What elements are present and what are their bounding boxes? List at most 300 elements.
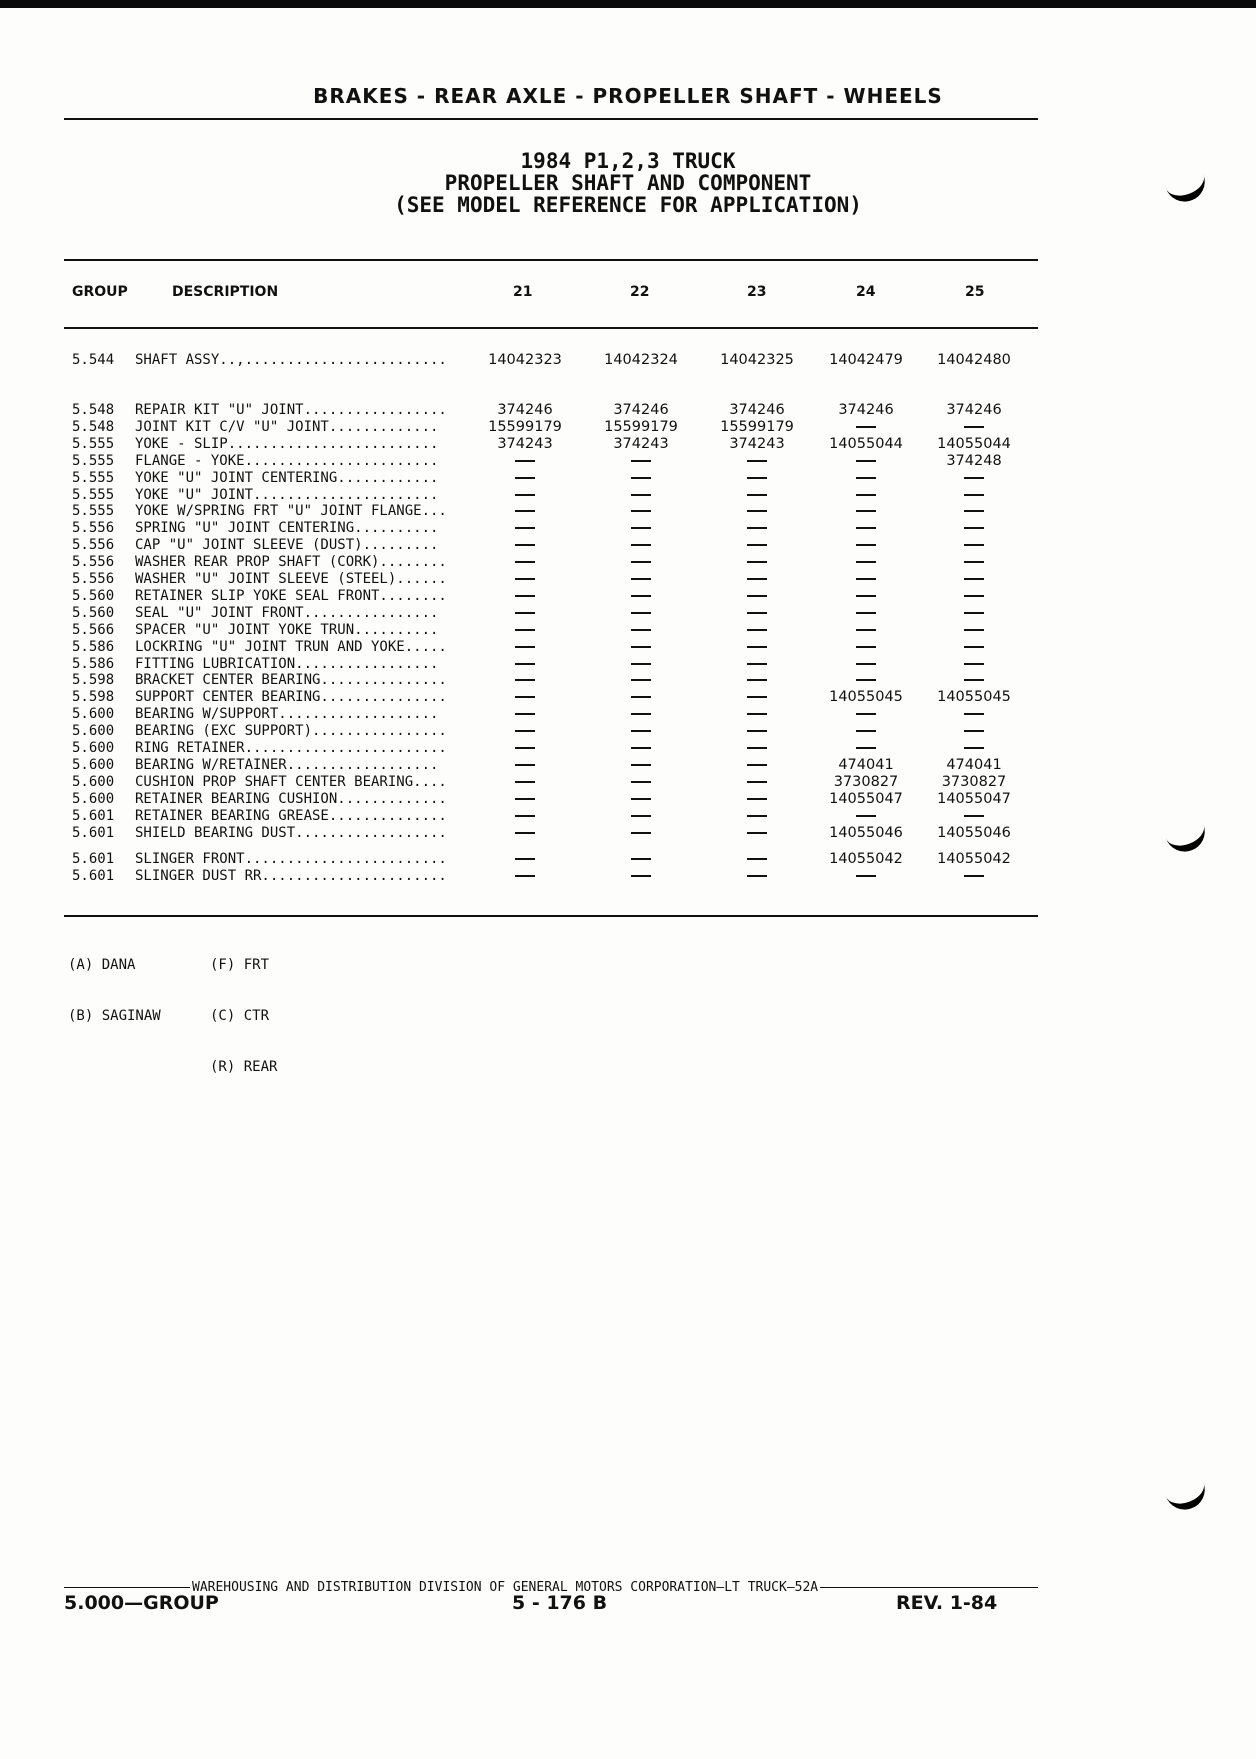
- part-number-cell: [470, 605, 580, 622]
- not-applicable-dash: [515, 527, 535, 529]
- row-group-code: 5.601: [72, 807, 115, 824]
- header-rule: [64, 118, 1038, 120]
- part-number-cell: [702, 453, 812, 470]
- part-number-cell: [919, 622, 1029, 639]
- not-applicable-dash: [747, 713, 767, 715]
- part-number-cell: 3730827: [833, 773, 899, 790]
- row-description: RETAINER BEARING GREASE..............: [135, 807, 447, 824]
- legend-item: (A) DANA: [68, 957, 136, 973]
- row-group-code: 5.598: [72, 672, 115, 689]
- not-applicable-dash: [515, 781, 535, 783]
- not-applicable-dash: [747, 527, 767, 529]
- not-applicable-dash: [631, 510, 651, 512]
- row-description: BEARING (EXC SUPPORT)................: [135, 723, 447, 740]
- part-number-cell: [702, 851, 812, 868]
- not-applicable-dash: [747, 730, 767, 732]
- part-number-cell: [811, 672, 921, 689]
- part-number-cell: [470, 622, 580, 639]
- not-applicable-dash: [631, 747, 651, 749]
- part-number-cell: [702, 487, 812, 504]
- part-number-cell: [919, 537, 1029, 554]
- not-applicable-dash: [631, 713, 651, 715]
- row-description: YOKE "U" JOINT CENTERING............: [135, 469, 439, 486]
- part-number-cell: [586, 656, 696, 673]
- not-applicable-dash: [964, 544, 984, 546]
- not-applicable-dash: [515, 544, 535, 546]
- not-applicable-dash: [964, 730, 984, 732]
- title-line-3: (SEE MODEL REFERENCE FOR APPLICATION): [394, 193, 862, 217]
- not-applicable-dash: [631, 460, 651, 462]
- not-applicable-dash: [515, 646, 535, 648]
- not-applicable-dash: [856, 477, 876, 479]
- not-applicable-dash: [515, 832, 535, 834]
- part-number-cell: 374243: [729, 435, 785, 452]
- part-number-cell: [919, 605, 1029, 622]
- part-number-cell: [811, 571, 921, 588]
- part-number-cell: [811, 868, 921, 885]
- row-description: YOKE "U" JOINT......................: [135, 486, 439, 503]
- row-description: CUSHION PROP SHAFT CENTER BEARING....: [135, 773, 447, 790]
- row-group-code: 5.601: [72, 824, 115, 841]
- not-applicable-dash: [631, 764, 651, 766]
- part-number-cell: [811, 503, 921, 520]
- part-number-cell: [811, 605, 921, 622]
- not-applicable-dash: [515, 713, 535, 715]
- not-applicable-dash: [856, 494, 876, 496]
- row-group-code: 5.555: [72, 503, 115, 520]
- part-number-cell: 374243: [497, 435, 553, 452]
- not-applicable-dash: [856, 875, 876, 877]
- row-description: SLINGER DUST RR......................: [135, 868, 447, 885]
- part-number-cell: [702, 868, 812, 885]
- not-applicable-dash: [515, 612, 535, 614]
- not-applicable-dash: [747, 561, 767, 563]
- not-applicable-dash: [631, 544, 651, 546]
- part-number-cell: [702, 808, 812, 825]
- part-number-cell: [919, 520, 1029, 537]
- not-applicable-dash: [856, 663, 876, 665]
- part-number-cell: [586, 554, 696, 571]
- row-description: FITTING LUBRICATION.................: [135, 655, 439, 672]
- part-number-cell: 15599179: [604, 418, 678, 435]
- part-number-cell: 374246: [838, 402, 894, 418]
- not-applicable-dash: [747, 764, 767, 766]
- not-applicable-dash: [631, 798, 651, 800]
- part-number-cell: [702, 706, 812, 723]
- row-group-code: 5.586: [72, 638, 115, 655]
- row-description: SEAL "U" JOINT FRONT................: [135, 604, 439, 621]
- not-applicable-dash: [747, 858, 767, 860]
- not-applicable-dash: [856, 612, 876, 614]
- not-applicable-dash: [856, 527, 876, 529]
- part-number-cell: 374246: [946, 402, 1002, 418]
- part-number-cell: [919, 868, 1029, 885]
- not-applicable-dash: [515, 494, 535, 496]
- part-number-cell: [702, 503, 812, 520]
- not-applicable-dash: [747, 781, 767, 783]
- not-applicable-dash: [631, 561, 651, 563]
- part-number-cell: [811, 706, 921, 723]
- not-applicable-dash: [747, 578, 767, 580]
- part-number-cell: [919, 588, 1029, 605]
- not-applicable-dash: [631, 527, 651, 529]
- not-applicable-dash: [856, 595, 876, 597]
- row-group-code: 5.600: [72, 723, 115, 740]
- not-applicable-dash: [515, 561, 535, 563]
- binder-clip-mark: [1166, 1482, 1211, 1515]
- part-number-cell: [586, 825, 696, 842]
- part-number-cell: [470, 706, 580, 723]
- row-group-code: 5.555: [72, 435, 115, 452]
- part-number-cell: [586, 453, 696, 470]
- part-number-cell: [702, 672, 812, 689]
- part-number-cell: 14055042: [937, 851, 1011, 868]
- part-number-cell: [811, 419, 921, 436]
- not-applicable-dash: [631, 730, 651, 732]
- part-number-cell: 15599179: [720, 418, 794, 435]
- not-applicable-dash: [747, 679, 767, 681]
- part-number-cell: [586, 537, 696, 554]
- row-group-code: 5.566: [72, 621, 115, 638]
- not-applicable-dash: [515, 875, 535, 877]
- not-applicable-dash: [964, 561, 984, 563]
- section-header: BRAKES - REAR AXLE - PROPELLER SHAFT - WHEELS: [313, 84, 943, 108]
- row-description: YOKE W/SPRING FRT "U" JOINT FLANGE...: [135, 503, 447, 520]
- not-applicable-dash: [964, 815, 984, 817]
- not-applicable-dash: [515, 578, 535, 580]
- part-number-cell: [586, 571, 696, 588]
- part-number-cell: [470, 851, 580, 868]
- part-number-cell: [470, 639, 580, 656]
- part-number-cell: [811, 487, 921, 504]
- part-number-cell: [919, 487, 1029, 504]
- not-applicable-dash: [631, 612, 651, 614]
- not-applicable-dash: [747, 629, 767, 631]
- row-group-code: 5.556: [72, 571, 115, 587]
- col-header-group: GROUP: [72, 284, 128, 300]
- part-number-cell: [702, 723, 812, 740]
- not-applicable-dash: [747, 544, 767, 546]
- not-applicable-dash: [515, 460, 535, 462]
- part-number-cell: [811, 554, 921, 571]
- row-group-code: 5.598: [72, 689, 115, 706]
- part-number-cell: [919, 808, 1029, 825]
- part-number-cell: [811, 470, 921, 487]
- part-number-cell: 14055045: [829, 689, 903, 706]
- part-number-cell: 14055044: [937, 435, 1011, 452]
- part-number-cell: 14042479: [829, 352, 903, 368]
- part-number-cell: [470, 723, 580, 740]
- row-description: CAP "U" JOINT SLEEVE (DUST).........: [135, 537, 439, 554]
- not-applicable-dash: [964, 713, 984, 715]
- part-number-cell: 3730827: [941, 773, 1007, 790]
- part-number-cell: 474041: [946, 756, 1002, 773]
- part-number-cell: [702, 656, 812, 673]
- part-number-cell: [470, 537, 580, 554]
- row-group-code: 5.601: [72, 851, 115, 868]
- not-applicable-dash: [515, 815, 535, 817]
- part-number-cell: [811, 656, 921, 673]
- not-applicable-dash: [964, 477, 984, 479]
- footer-revision: REV. 1-84: [896, 1592, 998, 1614]
- not-applicable-dash: [631, 477, 651, 479]
- row-group-code: 5.600: [72, 706, 115, 723]
- top-edge-bar: [0, 0, 1256, 8]
- row-group-code: 5.556: [72, 520, 115, 537]
- part-number-cell: 14055044: [829, 435, 903, 452]
- row-group-code: 5.556: [72, 554, 115, 571]
- col-header-model-22: 22: [630, 284, 650, 300]
- part-number-cell: 374248: [946, 452, 1002, 469]
- not-applicable-dash: [747, 798, 767, 800]
- not-applicable-dash: [747, 460, 767, 462]
- legend-item: (B) SAGINAW: [68, 1008, 161, 1024]
- part-number-cell: [586, 520, 696, 537]
- row-description: RETAINER BEARING CUSHION.............: [135, 790, 447, 807]
- part-number-cell: [702, 622, 812, 639]
- legend-right: [210, 923, 277, 1093]
- part-number-cell: [586, 868, 696, 885]
- part-number-cell: [470, 503, 580, 520]
- footer-page-number: 5 - 176 B: [512, 1592, 608, 1614]
- part-number-cell: [586, 774, 696, 791]
- not-applicable-dash: [964, 595, 984, 597]
- part-number-cell: [919, 419, 1029, 436]
- part-number-cell: [470, 588, 580, 605]
- not-applicable-dash: [964, 494, 984, 496]
- not-applicable-dash: [631, 646, 651, 648]
- table-top-rule: [64, 259, 1038, 261]
- not-applicable-dash: [631, 595, 651, 597]
- not-applicable-dash: [964, 663, 984, 665]
- not-applicable-dash: [856, 629, 876, 631]
- part-number-cell: [811, 723, 921, 740]
- part-number-cell: [586, 757, 696, 774]
- part-number-cell: [470, 656, 580, 673]
- part-number-cell: [919, 706, 1029, 723]
- row-description: RING RETAINER........................: [135, 740, 447, 756]
- part-number-cell: [470, 487, 580, 504]
- not-applicable-dash: [747, 696, 767, 698]
- row-description: SPRING "U" JOINT CENTERING..........: [135, 520, 439, 537]
- part-number-cell: 15599179: [488, 418, 562, 435]
- not-applicable-dash: [964, 629, 984, 631]
- row-group-code: 5.548: [72, 402, 115, 418]
- part-number-cell: 374246: [497, 402, 553, 418]
- not-applicable-dash: [631, 781, 651, 783]
- not-applicable-dash: [747, 477, 767, 479]
- part-number-cell: [919, 740, 1029, 757]
- not-applicable-dash: [964, 679, 984, 681]
- row-group-code: 5.600: [72, 756, 115, 773]
- part-number-cell: 14055046: [829, 824, 903, 841]
- part-number-cell: [470, 774, 580, 791]
- not-applicable-dash: [631, 696, 651, 698]
- legend-item: (R) REAR: [210, 1059, 278, 1075]
- not-applicable-dash: [747, 815, 767, 817]
- not-applicable-dash: [856, 510, 876, 512]
- not-applicable-dash: [515, 858, 535, 860]
- part-number-cell: [919, 639, 1029, 656]
- part-number-cell: 14055047: [829, 790, 903, 807]
- row-description: JOINT KIT C/V "U" JOINT.............: [135, 418, 439, 435]
- part-number-cell: [702, 740, 812, 757]
- part-number-cell: [470, 689, 580, 706]
- part-number-cell: [811, 453, 921, 470]
- part-number-cell: 474041: [838, 756, 894, 773]
- not-applicable-dash: [631, 494, 651, 496]
- col-header-model-25: 25: [965, 284, 985, 300]
- part-number-cell: [586, 672, 696, 689]
- not-applicable-dash: [964, 612, 984, 614]
- title-line-2: PROPELLER SHAFT AND COMPONENT: [444, 171, 812, 195]
- part-number-cell: [586, 723, 696, 740]
- row-description: SUPPORT CENTER BEARING...............: [135, 689, 447, 706]
- document-title: [0, 150, 1256, 216]
- part-number-cell: [919, 554, 1029, 571]
- not-applicable-dash: [515, 747, 535, 749]
- row-description: SHAFT ASSY..,........................: [135, 352, 447, 368]
- part-number-cell: [470, 740, 580, 757]
- not-applicable-dash: [515, 663, 535, 665]
- part-number-cell: 14055047: [937, 790, 1011, 807]
- part-number-cell: [586, 470, 696, 487]
- not-applicable-dash: [515, 696, 535, 698]
- row-description: BRACKET CENTER BEARING...............: [135, 672, 447, 689]
- not-applicable-dash: [747, 612, 767, 614]
- row-description: LOCKRING "U" JOINT TRUN AND YOKE.....: [135, 638, 447, 655]
- not-applicable-dash: [964, 426, 984, 428]
- part-number-cell: [586, 791, 696, 808]
- part-number-cell: [919, 503, 1029, 520]
- part-number-cell: [702, 588, 812, 605]
- not-applicable-dash: [964, 527, 984, 529]
- not-applicable-dash: [747, 510, 767, 512]
- part-number-cell: [919, 656, 1029, 673]
- part-number-cell: [470, 825, 580, 842]
- not-applicable-dash: [515, 629, 535, 631]
- part-number-cell: [702, 757, 812, 774]
- not-applicable-dash: [747, 832, 767, 834]
- part-number-cell: [702, 520, 812, 537]
- row-group-code: 5.544: [72, 352, 115, 368]
- part-number-cell: 14042325: [720, 352, 794, 368]
- not-applicable-dash: [856, 747, 876, 749]
- part-number-cell: [811, 520, 921, 537]
- not-applicable-dash: [964, 578, 984, 580]
- part-number-cell: [586, 588, 696, 605]
- part-number-cell: [586, 605, 696, 622]
- binder-clip-mark: [1166, 824, 1211, 857]
- part-number-cell: [586, 689, 696, 706]
- part-number-cell: [702, 825, 812, 842]
- not-applicable-dash: [856, 460, 876, 462]
- not-applicable-dash: [856, 815, 876, 817]
- part-number-cell: [811, 808, 921, 825]
- not-applicable-dash: [631, 663, 651, 665]
- part-number-cell: [470, 520, 580, 537]
- row-group-code: 5.601: [72, 868, 115, 885]
- legend-item: (F) FRT: [210, 957, 270, 973]
- part-number-cell: [702, 774, 812, 791]
- part-number-cell: [586, 639, 696, 656]
- part-number-cell: [470, 808, 580, 825]
- not-applicable-dash: [747, 646, 767, 648]
- part-number-cell: [470, 470, 580, 487]
- not-applicable-dash: [515, 510, 535, 512]
- part-number-cell: 14042323: [488, 352, 562, 368]
- part-number-cell: [702, 689, 812, 706]
- row-description: REPAIR KIT "U" JOINT.................: [135, 402, 447, 418]
- row-description: FLANGE - YOKE.......................: [135, 452, 439, 469]
- not-applicable-dash: [856, 544, 876, 546]
- row-group-code: 5.555: [72, 452, 115, 469]
- part-number-cell: [470, 453, 580, 470]
- row-group-code: 5.600: [72, 790, 115, 807]
- part-number-cell: 14055042: [829, 851, 903, 868]
- part-number-cell: [702, 571, 812, 588]
- not-applicable-dash: [964, 646, 984, 648]
- not-applicable-dash: [964, 875, 984, 877]
- part-number-cell: [811, 639, 921, 656]
- col-header-description: DESCRIPTION: [172, 284, 279, 300]
- not-applicable-dash: [515, 477, 535, 479]
- not-applicable-dash: [631, 815, 651, 817]
- part-number-cell: 14042324: [604, 352, 678, 368]
- part-number-cell: [586, 487, 696, 504]
- row-group-code: 5.556: [72, 537, 115, 554]
- part-number-cell: [586, 851, 696, 868]
- part-number-cell: 14055046: [937, 824, 1011, 841]
- part-number-cell: [811, 537, 921, 554]
- not-applicable-dash: [515, 595, 535, 597]
- not-applicable-dash: [631, 875, 651, 877]
- part-number-cell: 374246: [729, 402, 785, 418]
- row-description: SLINGER FRONT........................: [135, 851, 447, 868]
- row-group-code: 5.555: [72, 486, 115, 503]
- part-number-cell: [470, 757, 580, 774]
- not-applicable-dash: [964, 510, 984, 512]
- row-group-code: 5.560: [72, 587, 115, 604]
- not-applicable-dash: [856, 730, 876, 732]
- part-number-cell: [470, 791, 580, 808]
- part-number-cell: [811, 622, 921, 639]
- part-number-cell: [919, 470, 1029, 487]
- col-header-model-24: 24: [856, 284, 876, 300]
- not-applicable-dash: [631, 679, 651, 681]
- footer-group: 5.000—GROUP: [64, 1592, 219, 1614]
- legend-item: (C) CTR: [210, 1008, 270, 1024]
- part-number-cell: [702, 605, 812, 622]
- part-number-cell: [586, 622, 696, 639]
- legend-left: [68, 923, 161, 1042]
- part-number-cell: [470, 672, 580, 689]
- not-applicable-dash: [964, 747, 984, 749]
- not-applicable-dash: [747, 747, 767, 749]
- row-group-code: 5.600: [72, 740, 115, 756]
- row-description: YOKE - SLIP.........................: [135, 435, 439, 452]
- row-description: BEARING W/SUPPORT...................: [135, 706, 439, 723]
- not-applicable-dash: [515, 679, 535, 681]
- not-applicable-dash: [515, 798, 535, 800]
- part-number-cell: [586, 808, 696, 825]
- row-group-code: 5.555: [72, 469, 115, 486]
- col-header-model-23: 23: [747, 284, 767, 300]
- not-applicable-dash: [515, 764, 535, 766]
- part-number-cell: 14055045: [937, 689, 1011, 706]
- part-number-cell: [919, 723, 1029, 740]
- title-line-1: 1984 P1,2,3 TRUCK: [520, 149, 736, 173]
